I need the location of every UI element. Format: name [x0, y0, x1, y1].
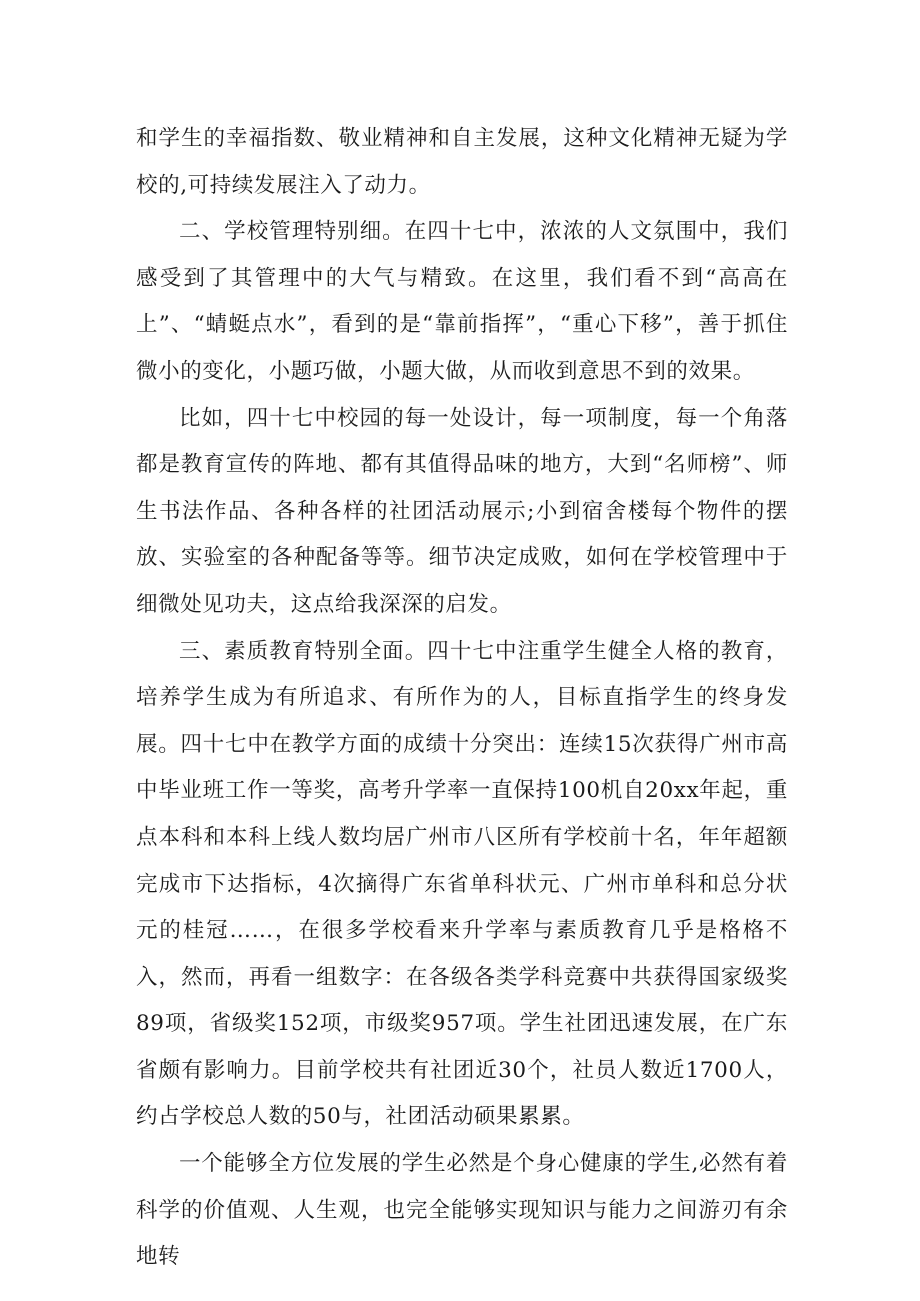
- paragraph-school-management: 二、学校管理特别细。在四十七中，浓浓的人文氛围中，我们感受到了其管理中的大气与精致。在这里，我们看不到“高高在上”、“蜻蜓点水”，看到的是“靠前指挥”，“重心下移”，善于抓住微小的变化，小题巧做，小题大做，从而收到意思不到的效果。: [136, 219, 788, 384]
- paragraph-quality-education: 三、素质教育特别全面。四十七中注重学生健全人格的教育，培养学生成为有所追求、有所作为的人，目标直指学生的终身发展。四十七中在教学方面的成绩十分突出：连续15次获得广州市高中毕业班工作一等奖，高考升学率一直保持100机自20xx年起，重点本科和本科上线人数均居广州市八区所有学校前十名，年年超额完成市下达指标，4次摘得广东省单科状元、广州市单科和总分状元的桂冠……，在很多学校看来升学率与素质教育几乎是格格不入，然而，再看一组数字：在各级各类学科竞赛中共获得国家级奖89项，省级奖152项，市级奖957项。学生社团迅速发展，在广东省颇有影响力。目前学校共有社团近30个，社员人数近1700人，约占学校总人数的50与，社团活动硕果累累。: [136, 638, 788, 1130]
- paragraph-campus-details: 比如，四十七中校园的每一处设计，每一项制度，每一个角落都是教育宣传的阵地、都有其值得品味的地方，大到“名师榜”、师生书法作品、各种各样的社团活动展示;小到宿舍楼每个物件的摆放、实验室的各种配备等等。细节决定成败，如何在学校管理中于细微处见功夫，这点给我深深的启发。: [136, 405, 788, 617]
- paragraph-student-development: 一个能够全方位发展的学生必然是个身心健康的学生,必然有着科学的价值观、人生观，也完全能够实现知识与能力之间游刃有余地转: [136, 1151, 788, 1270]
- paragraph-continuation: 和学生的幸福指数、敬业精神和自主发展，这种文化精神无疑为学校的,可持续发展注入了动力。: [136, 126, 788, 198]
- document-body: [136, 116, 788, 1281]
